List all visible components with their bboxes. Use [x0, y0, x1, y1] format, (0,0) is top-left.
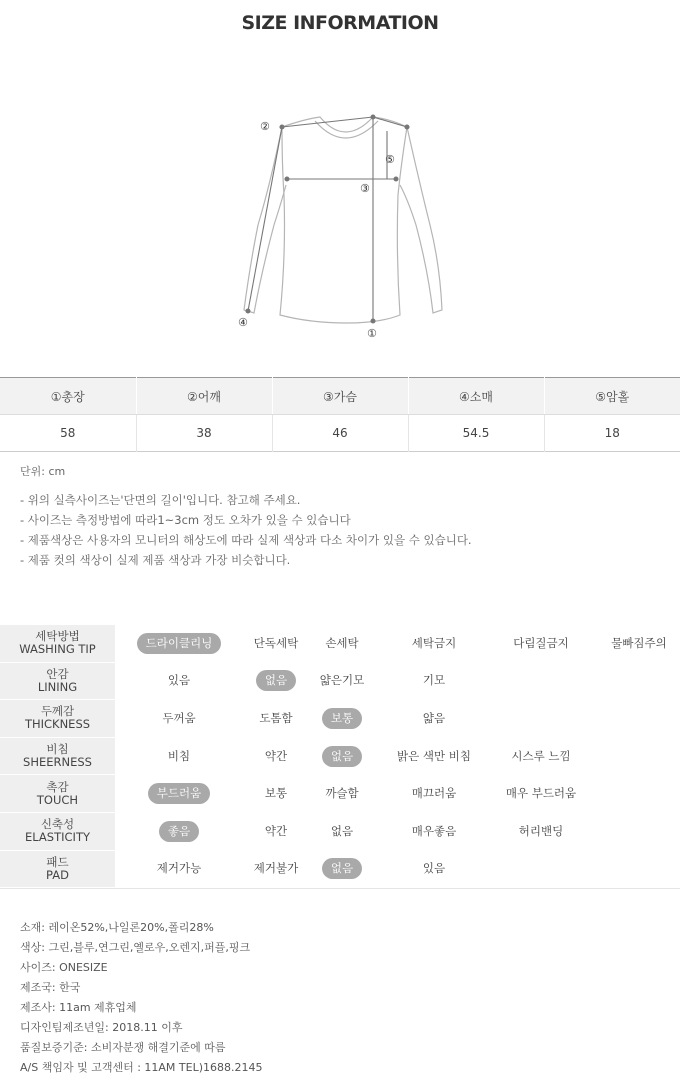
- care-option-label: 다림질금지: [513, 635, 569, 650]
- care-label-ko: 두께감: [40, 704, 75, 719]
- care-option: [120, 625, 238, 662]
- care-label-en: SHEERNESS: [23, 755, 92, 770]
- care-option-label: 비침: [167, 748, 191, 763]
- care-option-label: 단독세탁: [253, 635, 299, 650]
- care-option: [120, 813, 238, 850]
- care-row: [0, 625, 680, 663]
- care-option-label: 제거불가: [253, 861, 299, 876]
- note-item: - 위의 실측사이즈는'단면의 길이'입니다. 참고해 주세요.: [20, 493, 301, 507]
- care-option-label: 매우좋음: [411, 823, 457, 838]
- care-option-label: 밝은 색만 비침: [397, 748, 471, 763]
- care-row-label: [0, 851, 115, 888]
- care-row-label: [0, 813, 115, 850]
- care-option: [238, 625, 314, 662]
- care-label-ko: 비침: [46, 742, 69, 757]
- marker-chest: ③: [360, 182, 370, 195]
- care-row: [0, 700, 680, 738]
- care-option: [314, 625, 370, 662]
- care-option: [314, 663, 370, 700]
- care-option: [390, 738, 478, 775]
- care-option: [120, 700, 238, 737]
- care-label-en: THICKNESS: [24, 717, 91, 732]
- size-table-value-row: [0, 415, 680, 452]
- size-header-shoulder: ②어깨: [136, 378, 272, 415]
- care-option-label: 매우 부드러움: [505, 786, 577, 801]
- care-label-en: LINING: [37, 679, 78, 694]
- care-label-ko: 안감: [46, 666, 69, 681]
- care-option: [238, 700, 314, 737]
- care-option-selected-badge: 드라이클리닝: [137, 633, 222, 654]
- care-option-label: 세탁금지: [411, 635, 457, 650]
- care-option: [495, 738, 587, 775]
- size-table-header-row: [0, 378, 680, 415]
- size-value-armhole: 18: [604, 426, 620, 440]
- unit-label: 단위: cm: [20, 465, 66, 478]
- marker-armhole: ⑤: [385, 153, 395, 166]
- care-option-label: 있음: [167, 673, 191, 688]
- size-value-shoulder: 38: [136, 415, 272, 452]
- care-row-label: [0, 700, 115, 737]
- size-value-length: 58: [0, 415, 136, 452]
- care-option: [238, 663, 314, 700]
- care-option: [238, 775, 314, 812]
- info-manufacture-date: 디자인팀제조년일: 2018.11 이후: [20, 1021, 183, 1034]
- care-option: [120, 775, 238, 812]
- care-option-label: 없음: [330, 823, 354, 838]
- note-item: - 제품 컷의 색상이 실제 제품 색상과 가장 비슷합니다.: [20, 553, 291, 567]
- care-option-label: 있음: [422, 861, 446, 876]
- care-option-label: 까슬함: [325, 786, 359, 801]
- care-option: [120, 851, 238, 888]
- care-label-en: PAD: [46, 867, 69, 882]
- care-option: [314, 775, 370, 812]
- care-label-ko: 신축성: [40, 817, 75, 832]
- size-header-armhole: ⑤암홀: [544, 378, 680, 415]
- care-option: [314, 738, 370, 775]
- info-material: 소재: 레이온52%,나일론20%,폴리28%: [20, 921, 214, 934]
- size-value-chest: 46: [272, 415, 408, 452]
- care-option-label: 약간: [264, 823, 288, 838]
- size-header-chest: ③가슴: [272, 378, 408, 415]
- marker-shoulder: ②: [260, 120, 270, 133]
- care-option: [495, 625, 587, 662]
- page-title: SIZE INFORMATION: [241, 12, 439, 34]
- care-label-en: ELASTICITY: [25, 830, 90, 845]
- care-option: [120, 738, 238, 775]
- care-option-label: 매끄러움: [411, 786, 457, 801]
- care-label-en: TOUCH: [36, 792, 79, 807]
- care-row-label: [0, 663, 115, 700]
- care-option-label: 허리밴딩: [518, 823, 564, 838]
- care-row: [0, 663, 680, 701]
- info-quality-standard: 품질보증기준: 소비자분쟁 해결기준에 따름: [20, 1041, 226, 1054]
- care-option: [314, 851, 370, 888]
- long-sleeve-tshirt-illustration: [230, 105, 460, 350]
- info-country: 제조국: 한국: [20, 981, 81, 994]
- size-header-length: ①총장: [0, 378, 136, 415]
- care-option: [390, 813, 478, 850]
- note-item: - 제품색상은 사용자의 모니터의 해상도에 따라 실제 색상과 다소 차이가 있을 수 있습니다.: [20, 533, 472, 547]
- care-label-en: WASHING TIP: [19, 642, 96, 657]
- care-label-ko: 촉감: [46, 779, 69, 794]
- care-option-label: 손세탁: [325, 635, 359, 650]
- care-option-selected-badge: 없음: [322, 746, 362, 767]
- care-option: [314, 813, 370, 850]
- care-option: [238, 738, 314, 775]
- care-option: [238, 851, 314, 888]
- care-option-label: 물빠짐주의: [611, 635, 667, 650]
- care-option: [495, 813, 587, 850]
- care-row: [0, 738, 680, 776]
- care-option: [120, 663, 238, 700]
- care-label-ko: 패드: [46, 854, 69, 869]
- care-option-selected-badge: 보통: [322, 708, 362, 729]
- marker-length: ①: [367, 327, 377, 340]
- care-label-ko: 세탁방법: [35, 629, 80, 644]
- size-value-sleeve: 54.5: [408, 415, 544, 452]
- care-row: [0, 775, 680, 813]
- care-option: [598, 625, 680, 662]
- size-table: [0, 377, 680, 452]
- care-option-label: 기모: [422, 673, 446, 688]
- size-notes: [20, 490, 660, 570]
- care-option-label: 보통: [264, 786, 288, 801]
- care-option-selected-badge: 없음: [322, 858, 362, 879]
- care-row: [0, 813, 680, 851]
- care-option-label: 약간: [264, 748, 288, 763]
- care-option: [495, 775, 587, 812]
- divider: [0, 888, 680, 889]
- care-option: [314, 700, 370, 737]
- care-option: [390, 775, 478, 812]
- care-row-label: [0, 738, 115, 775]
- care-option-selected-badge: 없음: [256, 670, 296, 691]
- care-option: [390, 851, 478, 888]
- info-customer-center: A/S 책임자 및 고객센터 : 11AM TEL)1688.2145: [20, 1061, 263, 1074]
- product-info: [20, 918, 660, 1078]
- care-option-label: 제거가능: [156, 861, 202, 876]
- size-header-sleeve: ④소매: [408, 378, 544, 415]
- marker-sleeve: ④: [238, 316, 248, 329]
- care-option-selected-badge: 좋음: [159, 821, 199, 842]
- care-row-label: [0, 625, 115, 662]
- care-row-label: [0, 775, 115, 812]
- care-option: [238, 813, 314, 850]
- care-option-label: 두꺼움: [162, 710, 196, 725]
- care-option-label: 얇음: [422, 710, 446, 725]
- care-option-selected-badge: 부드러움: [148, 783, 210, 804]
- info-colors: 색상: 그린,블루,연그린,옐로우,오렌지,퍼플,핑크: [20, 941, 251, 954]
- note-item: - 사이즈는 측정방법에 따라1~3cm 정도 오차가 있을 수 있습니다: [20, 513, 351, 527]
- care-option: [390, 700, 478, 737]
- care-row: [0, 851, 680, 889]
- info-manufacturer: 제조사: 11am 제휴업체: [20, 1001, 137, 1014]
- garment-diagram: [230, 105, 460, 350]
- care-table: [0, 625, 680, 888]
- care-option-label: 도톰함: [259, 710, 293, 725]
- care-option: [390, 625, 478, 662]
- info-size: 사이즈: ONESIZE: [20, 961, 108, 974]
- care-option-label: 시스루 느낌: [511, 748, 571, 763]
- care-option: [390, 663, 478, 700]
- care-option-label: 얇은기모: [319, 673, 365, 688]
